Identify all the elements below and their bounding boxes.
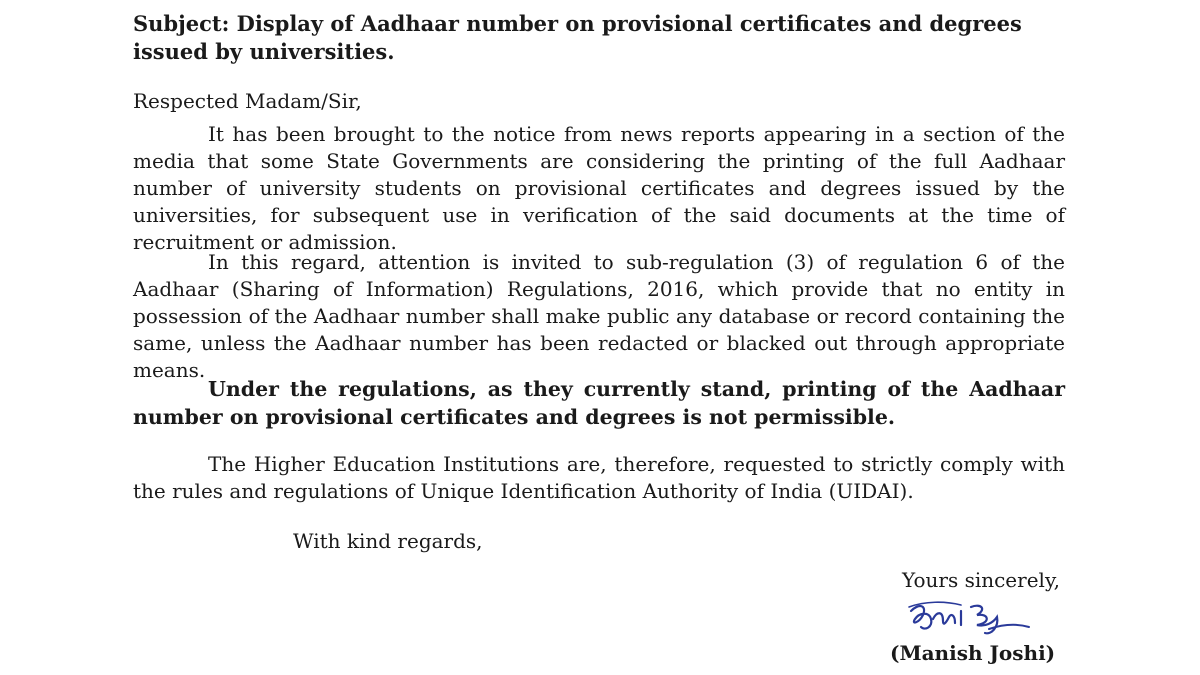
signatory-name: (Manish Joshi)	[890, 641, 1056, 665]
letter-closing: Yours sincerely,	[902, 568, 1060, 592]
letter-subject: Subject: Display of Aadhaar number on provisional certificates and degrees issued by universities.	[133, 11, 1022, 64]
letter-salutation: Respected Madam/Sir,	[133, 89, 362, 113]
letter-regards: With kind regards,	[293, 529, 483, 553]
letter-paragraph-1: It has been brought to the notice from news reports appearing in a section of the media that some State Governments are considering the printing of the full Aadhaar number of university students on provisional certificates and degrees issued by the universities, for subsequent use in verification of the said documents at the time of recruitment or admission.	[133, 122, 1065, 254]
letter-paragraph-2: In this regard, attention is invited to sub-regulation (3) of regulation 6 of the Aadhaar (Sharing of Information) Regulations, 2016, which provide that no entity in possession of the Aadhaar number shall make public any database or record containing the same, unless the Aadhaar number has been redacted or blacked out through appropriate means.	[133, 250, 1065, 382]
letter-paragraph-4: The Higher Education Institutions are, therefore, requested to strictly comply with the rules and regulations of Unique Identification Authority of India (UIDAI).	[133, 452, 1065, 503]
letter-paragraph-3: Under the regulations, as they currently stand, printing of the Aadhaar number on provisional certificates and degrees is not permissible.	[133, 377, 1065, 429]
handwritten-signature	[905, 597, 1035, 641]
